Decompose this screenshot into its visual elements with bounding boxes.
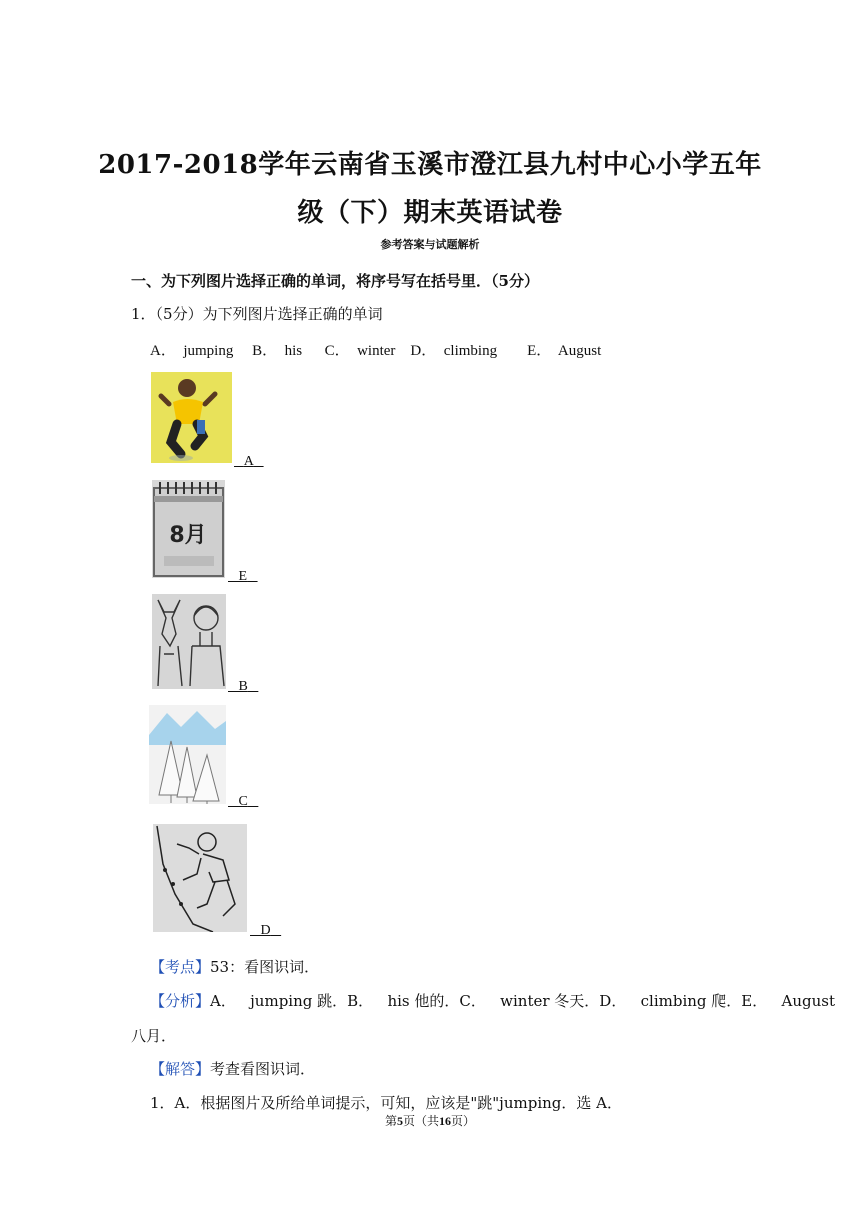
solution-line <box>150 1059 315 1079</box>
page-number: 5 <box>396 1114 403 1128</box>
point-text: 53：看图识词． <box>210 958 320 976</box>
answer-blank: A <box>243 454 254 469</box>
fox-and-boy-image <box>152 594 226 689</box>
solution-text: 考查看图识词． <box>210 1060 316 1078</box>
page-footer: 第5页（共16页） <box>384 1114 476 1128</box>
page-total: 16 <box>439 1114 451 1128</box>
section-heading: 一、为下列图片选择正确的单词，将序号写在括号里．（5分） <box>131 272 539 290</box>
analysis-line <box>150 991 835 1011</box>
answer-options: A． jumping B． his C． winter D． climbing E． August <box>150 343 602 359</box>
point-label: 【考点】 <box>150 958 211 976</box>
page-title-line-1: 2017-2018学年云南省玉溪市澄江县九村中心小学五年 <box>98 150 762 180</box>
answer-blank: E <box>238 569 248 584</box>
calendar-image <box>152 480 225 578</box>
solution-detail: 1．A．根据图片及所给单词提示，可知，应该是"跳"jumping．选 A． <box>150 1094 622 1112</box>
analysis-line-2: 八月． <box>131 1027 177 1045</box>
answer-blank: D <box>260 923 271 938</box>
winter-trees-image <box>149 705 226 804</box>
answer-blank: C <box>238 794 248 809</box>
analysis-label: 【分析】 <box>150 992 211 1010</box>
question-text: 1．（5分）为下列图片选择正确的单词 <box>131 305 383 323</box>
calendar-month-text: 8月 <box>169 523 207 548</box>
climbing-boy-image <box>153 824 247 932</box>
page-title-line-2: 级（下）期末英语试卷 <box>297 198 563 228</box>
answer-blank: B <box>238 679 248 694</box>
page-subtitle: 参考答案与试题解析 <box>380 238 480 251</box>
analysis-text: A． jumping 跳．B． his 他的．C． winter 冬天．D． climbing 爬．E． August <box>210 992 836 1010</box>
solution-label: 【解答】 <box>150 1060 211 1078</box>
point-line <box>150 957 319 977</box>
jumping-boy-image <box>151 372 232 463</box>
